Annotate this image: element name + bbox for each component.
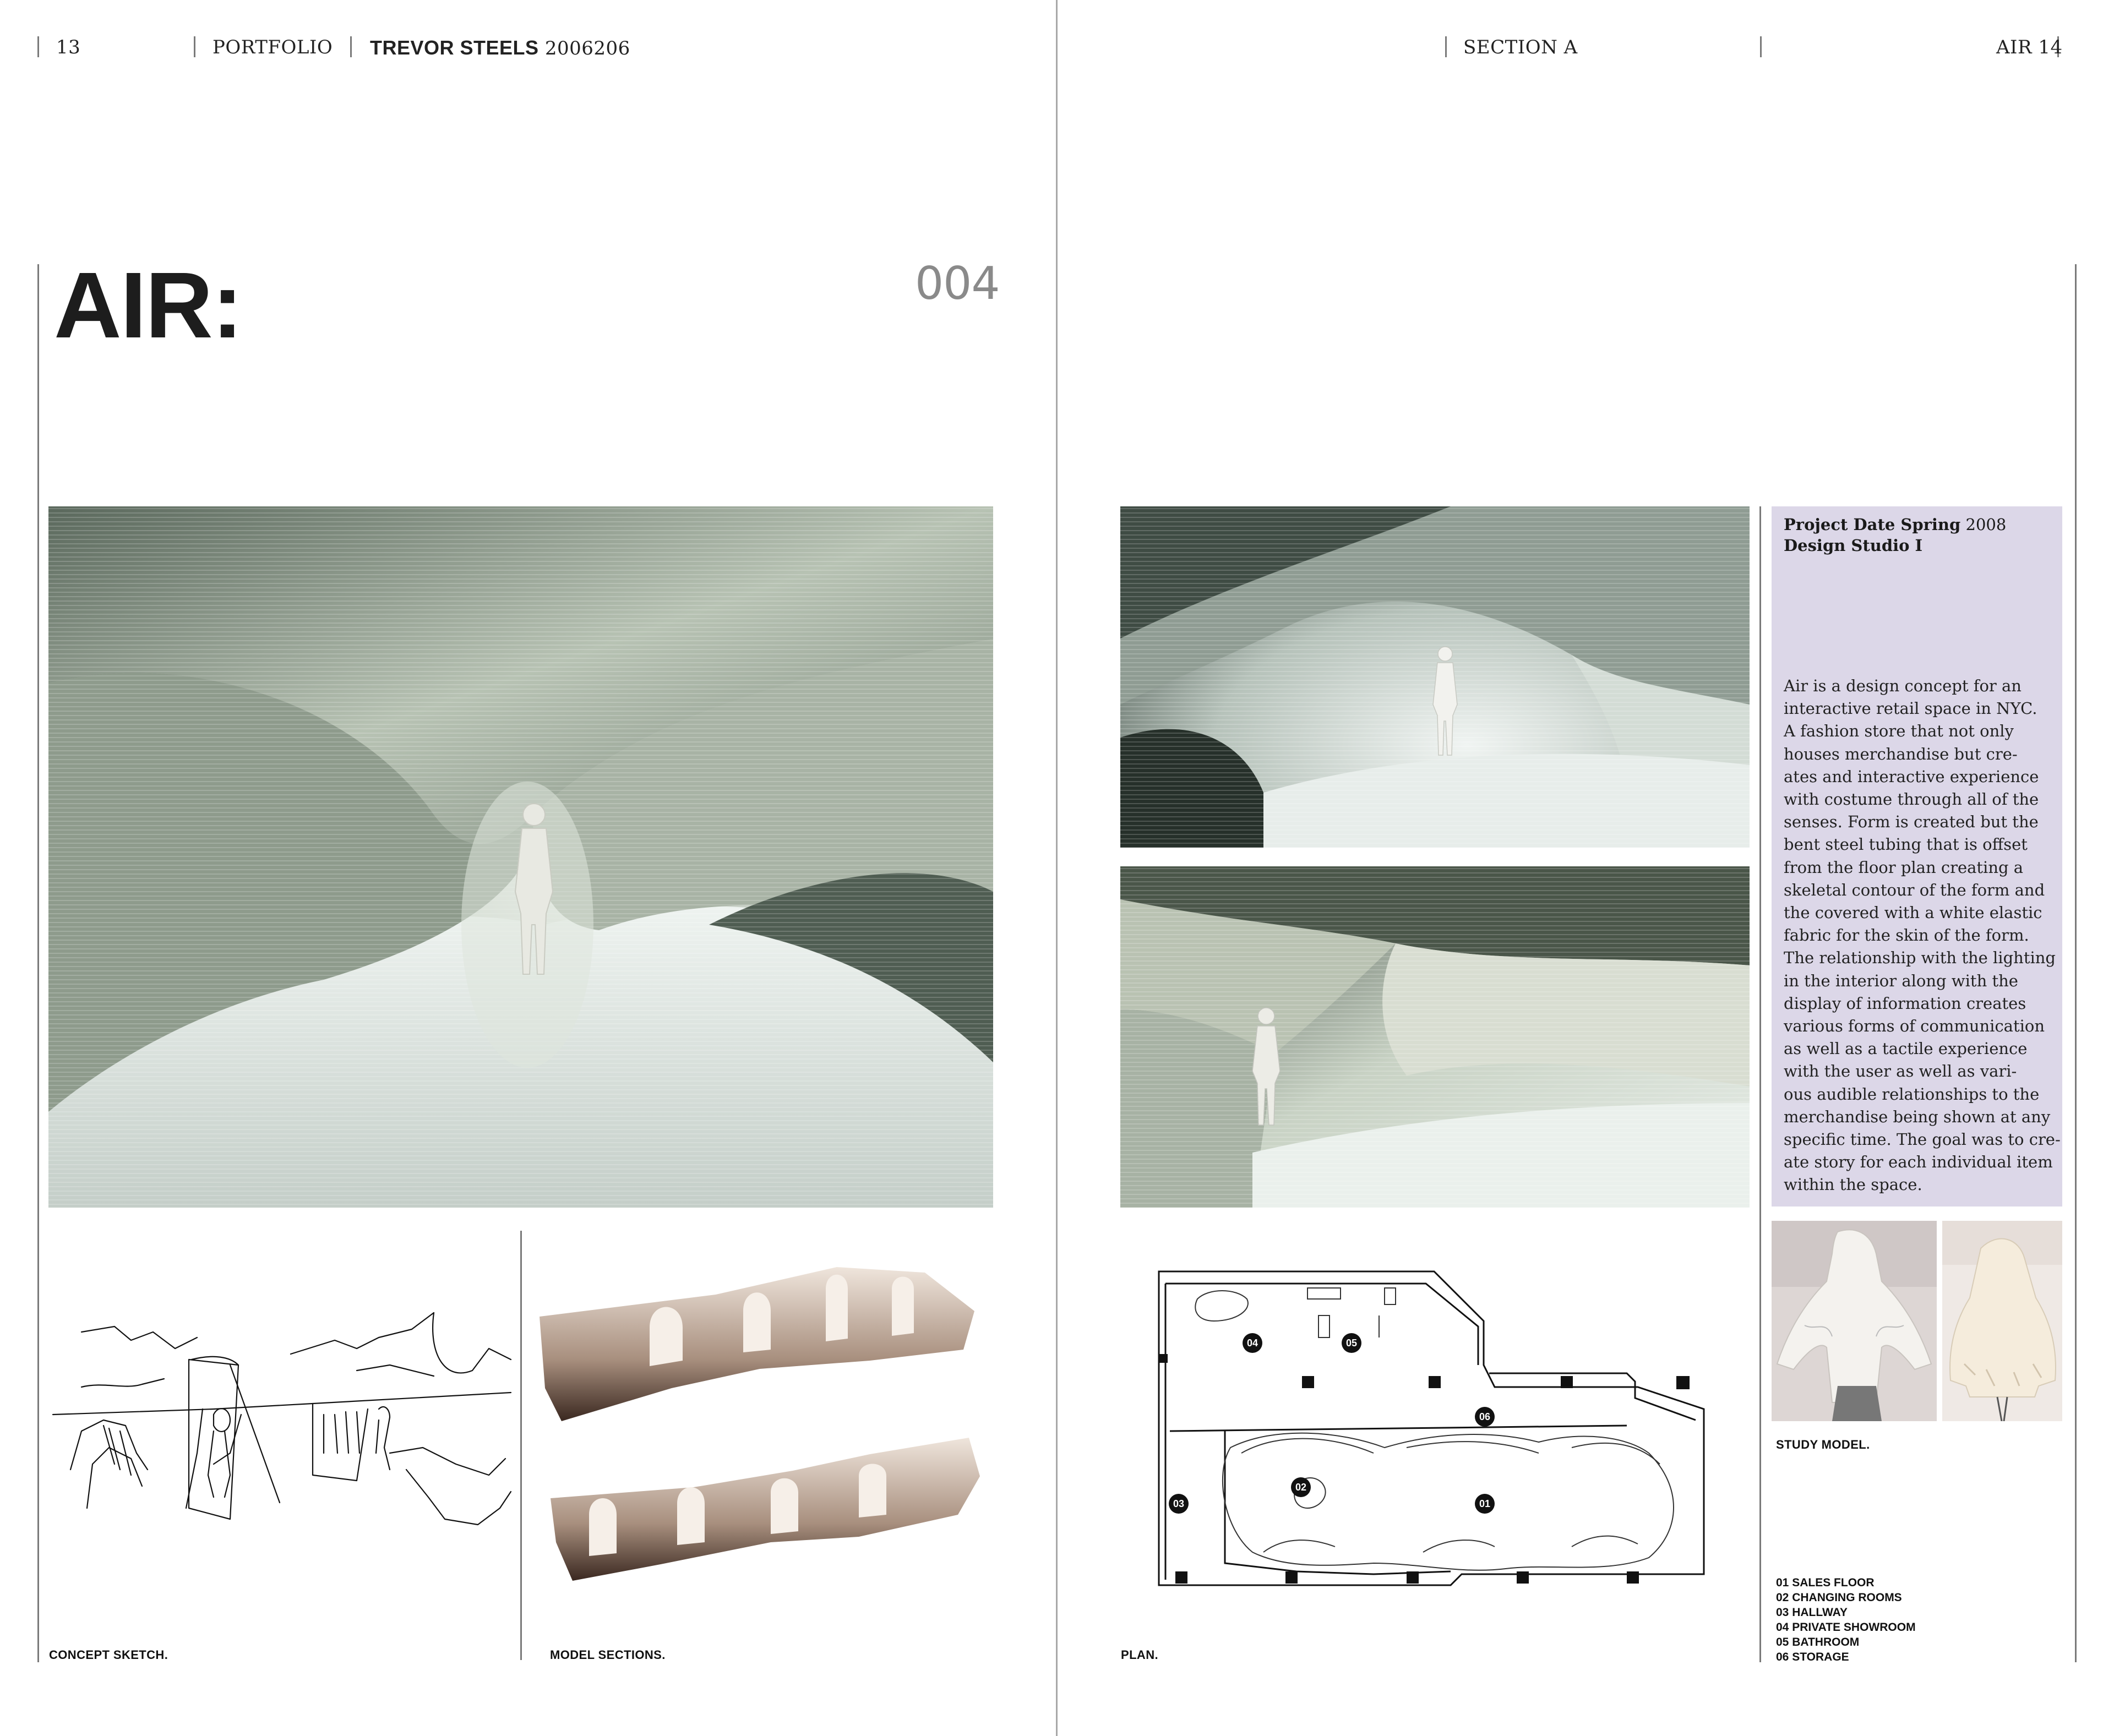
caption-plan: PLAN. [1121, 1648, 1158, 1662]
caption-study-model: STUDY MODEL. [1776, 1438, 1870, 1451]
legend-item: 05 BATHROOM [1776, 1636, 1860, 1648]
description-line: skeletal contour of the form and [1784, 880, 2045, 899]
plan-marker-06: 06 [1475, 1407, 1495, 1427]
header-rule [37, 36, 39, 57]
description-line: senses. Form is created but the [1784, 812, 2039, 832]
page-number-left: 13 [56, 36, 81, 58]
project-meta [1784, 514, 2006, 556]
description-line: Air is a design concept for an [1784, 676, 2022, 695]
description-line: ous audible relationships to the [1784, 1084, 2040, 1104]
header-rule [350, 36, 352, 57]
description-line: ate story for each individual item [1784, 1153, 2053, 1172]
author-name: TREVOR STEELS [370, 36, 539, 59]
legend-item: 06 STORAGE [1776, 1651, 1849, 1663]
description-line: specific time. The goal was to cre- [1784, 1130, 2061, 1149]
study-model-photo-2 [1942, 1221, 2062, 1421]
right-margin-rule [2075, 264, 2077, 1662]
model-photo-main [48, 506, 993, 1208]
header-rule [194, 36, 195, 57]
model-sections [540, 1256, 985, 1608]
description-line: bent steel tubing that is offset [1784, 835, 2028, 854]
description-line: various forms of communication [1784, 1017, 2045, 1036]
description-line: in the interior along with the [1784, 971, 2018, 990]
project-title: AIR: [54, 253, 242, 358]
description-line: the covered with a white elastic [1784, 903, 2042, 922]
description-line: The relationship with the lighting [1784, 948, 2056, 968]
plan-marker-05: 05 [1342, 1333, 1361, 1353]
description-line: A fashion store that not only [1784, 722, 2014, 741]
description-line: with the user as well as vari- [1784, 1062, 2017, 1081]
project-description [1784, 675, 2061, 1197]
page-number-right: AIR 14 [1996, 36, 2063, 58]
description-line: merchandise being shown at any [1784, 1107, 2051, 1126]
caption-concept-sketch: CONCEPT SKETCH. [49, 1648, 168, 1662]
plan-marker-03: 03 [1169, 1494, 1189, 1514]
caption-model-sections: MODEL SECTIONS. [550, 1648, 666, 1662]
plan-legend [1776, 1575, 1916, 1664]
project-date-year: 2008 [1965, 515, 2007, 534]
description-line: houses merchandise but cre- [1784, 744, 2018, 763]
studio-label: Design Studio I [1784, 536, 1923, 555]
page-gutter [1056, 0, 1058, 1736]
plan-marker-01: 01 [1475, 1494, 1495, 1514]
description-line: display of information creates [1784, 993, 2026, 1013]
description-line: within the space. [1784, 1175, 1922, 1194]
project-number: 004 [915, 258, 1000, 310]
legend-item: 04 PRIVATE SHOWROOM [1776, 1621, 1916, 1634]
section-label: SECTION A [1463, 36, 1578, 58]
legend-item: 01 SALES FLOOR [1776, 1576, 1875, 1589]
description-line: from the floor plan creating a [1784, 858, 2024, 877]
concept-sketch [48, 1288, 517, 1536]
description-line: ates and interactive experience [1784, 767, 2039, 786]
header-rule [1760, 36, 1762, 57]
column-rule [1759, 506, 1761, 1662]
floor-plan [1153, 1266, 1709, 1602]
portfolio-label: PORTFOLIO [213, 36, 333, 58]
model-photo-middle-right [1120, 866, 1750, 1208]
plan-marker-02: 02 [1291, 1477, 1311, 1497]
description-line: interactive retail space in NYC. [1784, 699, 2037, 718]
author-line [370, 36, 630, 59]
header-rule [1445, 36, 1447, 57]
student-id: 2006206 [544, 37, 630, 59]
legend-item: 02 CHANGING ROOMS [1776, 1591, 1902, 1604]
study-model-photo-1 [1772, 1221, 1937, 1421]
model-photo-top-right [1120, 506, 1750, 848]
project-date-label: Project Date Spring [1784, 515, 1961, 534]
plan-marker-04: 04 [1243, 1333, 1262, 1353]
description-line: fabric for the skin of the form. [1784, 926, 2029, 945]
description-line: as well as a tactile experience [1784, 1039, 2028, 1058]
description-line: with costume through all of the [1784, 790, 2039, 809]
column-rule [520, 1231, 522, 1660]
legend-item: 03 HALLWAY [1776, 1606, 1848, 1619]
left-margin-rule [37, 264, 39, 1662]
